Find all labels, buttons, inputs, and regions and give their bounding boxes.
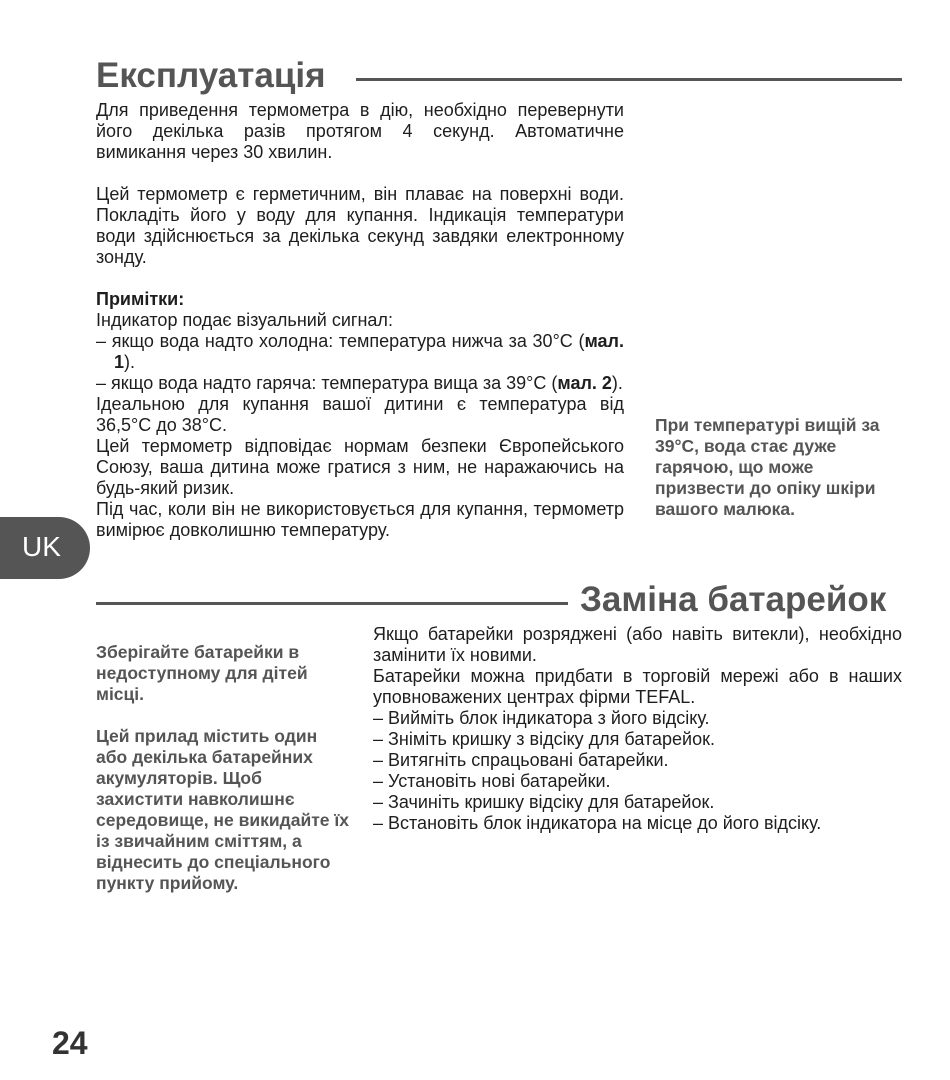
paragraph: Під час, коли він не використовується для купання, термометр вимірює довколишню температуру. (96, 499, 624, 540)
paragraph: Цей термометр відповідає нормам безпеки Європейського Союзу, ваша дитина може гратися з ним, не наражаючись на будь-який ризик. (96, 436, 624, 498)
section-title-operation: Експлуатація (96, 56, 326, 95)
paragraph: Цей термометр є герметичним, він плаває на поверхні води. Покладіть його у воду для купання. Індикація температури води здійснюється за декілька секунд завдяки електронному зонду. (96, 184, 624, 267)
notes-heading: Примітки: (96, 289, 185, 309)
step-item: – Установіть нові батарейки. (373, 771, 611, 791)
title-rule (356, 78, 902, 81)
side-note: Зберігайте батарейки в недоступному для дітей місці. (96, 642, 308, 704)
side-note: Цей прилад містить один або декілька батарейних акумуляторів. Щоб захистити навколишнє середовище, не викидайте їх із звичайним сміттям, а віднесить до спеціального пункту прийому. (96, 726, 350, 893)
title-rule (96, 602, 568, 605)
paragraph: Якщо батарейки розряджені (або навіть витекли), необхідно замінити їх новими. (373, 624, 902, 665)
figure-ref: мал. 2 (557, 373, 612, 393)
page-number: 24 (52, 1025, 88, 1061)
temperature-warning: При температурі вищій за 39°C, вода стає дуже гарячою, що може призвести до опіку шкіри вашого малюка. (655, 415, 880, 519)
notes-intro: Індикатор подає візуальний сигнал: (96, 310, 393, 330)
list-item: – якщо вода надто холодна: температура нижча за 30°C (мал. 1). (96, 331, 624, 372)
language-tab-label: UK (22, 531, 61, 562)
step-item: – Вийміть блок індикатора з його відсіку. (373, 708, 710, 728)
battery-body (373, 624, 902, 834)
step-item: – Встановіть блок індикатора на місце до його відсіку. (373, 813, 822, 833)
paragraph: Батарейки можна придбати в торговій мережі або в наших уповноважених центрах фірми TEFAL. (373, 666, 902, 707)
language-tab (0, 517, 90, 579)
step-item: – Зачиніть кришку відсіку для батарейок. (373, 792, 715, 812)
paragraph: Ідеальною для купання вашої дитини є температура від 36,5°C до 38°C. (96, 394, 624, 435)
paragraph: Для приведення термометра в дію, необхідно перевернути його декілька разів протягом 4 секунд. Автоматичне вимикання через 30 хвилин. (96, 100, 624, 162)
step-item: – Зніміть кришку з відсіку для батарейок. (373, 729, 715, 749)
battery-side-notes (96, 642, 351, 894)
section-title-batteries: Заміна батарейок (580, 580, 887, 619)
step-item: – Витягніть спрацьовані батарейки. (373, 750, 669, 770)
list-item: – якщо вода надто гаряча: температура вища за 39°C (мал. 2). (96, 373, 623, 393)
operation-body (96, 100, 624, 541)
figure-ref: мал. 1 (114, 331, 624, 372)
